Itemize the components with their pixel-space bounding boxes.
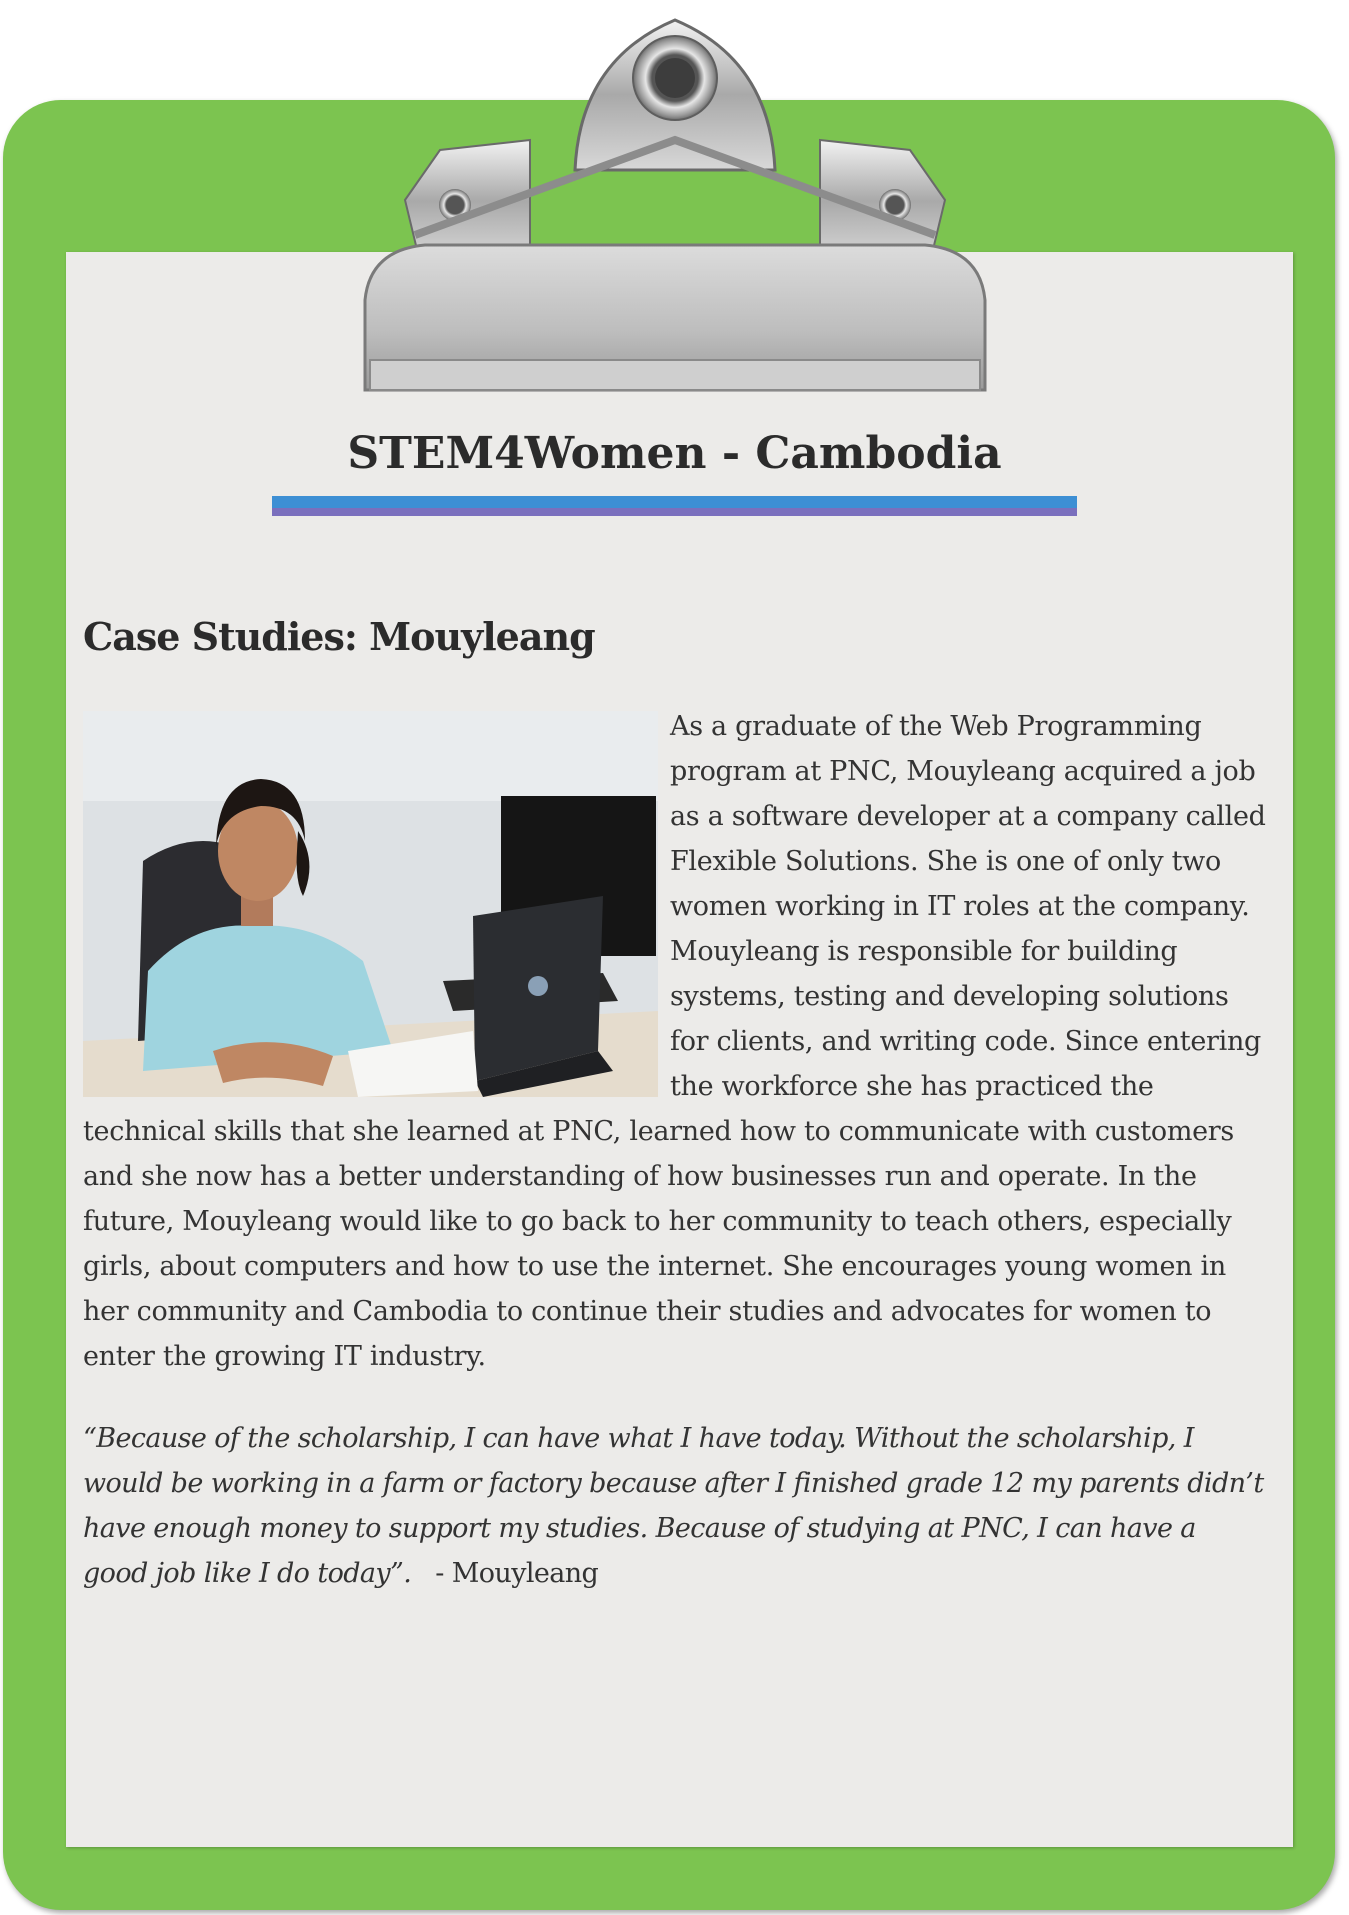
portrait-photo-icon — [83, 711, 658, 1097]
testimonial-quote — [83, 1416, 1268, 1596]
page-title: STEM4Women - Cambodia — [347, 428, 1002, 479]
case-study-paragraph: As a graduate of the Web Programming program at PNC, Mouyleang acquired a job as a software developer at a company called Flexible Solutions. She is one of only two women working in IT roles at the company. Mouyleang is responsible for building systems, testing and developing solutions for clients, and writing code. Since entering the workforce she has practiced the technical skills that she learned at PNC, learned how to communicate with customers and she now has a better understanding of how businesses run and operate. In the future, Mouyleang would like to go back to her community to teach others, especially girls, about computers and how to use the internet. She encourages young women in her community and Cambodia to continue their studies and advocates for women to enter the growing IT industry. — [83, 711, 1266, 1372]
case-study-heading: Case Studies: Mouyleang — [83, 614, 595, 659]
title-underline-blue — [272, 496, 1077, 508]
quote-attribution: - Mouyleang — [411, 1558, 599, 1589]
title-underline-purple — [272, 508, 1077, 516]
quote-text: “Because of the scholarship, I can have what I have today. Without the scholarship, I would be working in a farm or factory because after I finished grade 12 my parents didn’t have enough money to support my studies. Because of studying at PNC, I can have a good job like I do today”. — [83, 1423, 1264, 1589]
case-study-body — [83, 704, 1268, 1379]
title-underline — [272, 496, 1077, 516]
metal-binder-clip-icon — [330, 0, 1020, 400]
